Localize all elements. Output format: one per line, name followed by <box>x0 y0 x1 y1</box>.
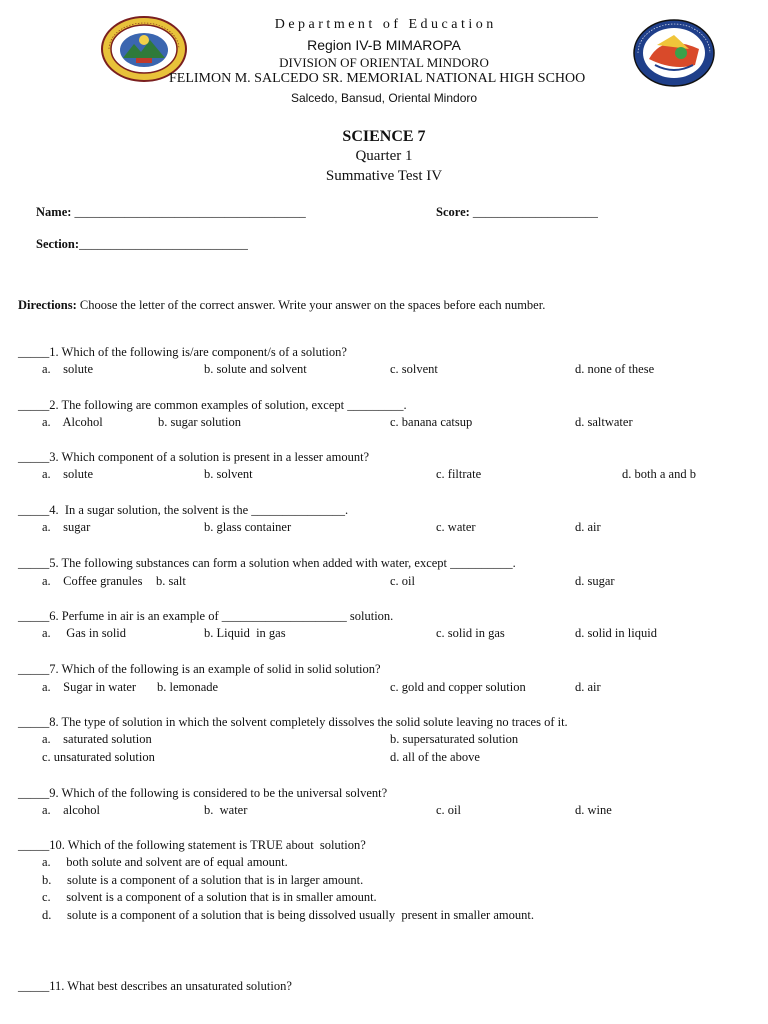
question-6: _____6. Perfume in air is an example of ____________________ solution. <box>18 609 394 623</box>
q1-option-c: c. solvent <box>390 362 438 376</box>
question-1: _____1. Which of the following is/are component/s of a solution? <box>18 345 347 359</box>
region-heading: Region IV-B MIMAROPA <box>307 37 461 53</box>
q6-option-c: c. solid in gas <box>436 626 505 640</box>
q3-option-d: d. both a and b <box>622 467 696 481</box>
q5-option-c: c. oil <box>390 574 415 588</box>
score-label: Score: <box>436 205 470 219</box>
q8-option-b: b. supersaturated solution <box>390 732 519 746</box>
section-label: Section: <box>36 237 80 251</box>
q7-option-d: d. air <box>575 680 601 694</box>
name-field[interactable] <box>36 205 306 220</box>
section-field[interactable] <box>36 237 248 252</box>
division-heading: DIVISION OF ORIENTAL MINDORO <box>279 55 489 70</box>
q7-option-a: a. Sugar in water <box>42 680 137 694</box>
section-line: ___________________________ <box>79 237 248 251</box>
q3-option-c: c. filtrate <box>436 467 482 481</box>
q1-option-a: a. solute <box>42 362 94 376</box>
q7-option-c: c. gold and copper solution <box>390 680 526 694</box>
question-4: _____4. In a sugar solution, the solvent is the _______________. <box>18 503 349 517</box>
q8-option-a: a. saturated solution <box>42 732 152 746</box>
q10-option-b: b. solute is a component of a solution that is in larger amount. <box>42 873 364 887</box>
test-title: Summative Test IV <box>325 168 443 184</box>
subject-title: SCIENCE 7 <box>342 128 426 145</box>
q6-option-a: a. Gas in solid <box>42 626 127 640</box>
q4-option-d: d. air <box>575 520 601 534</box>
directions <box>18 298 545 313</box>
school-heading: FELIMON M. SALCEDO SR. MEMORIAL NATIONAL HIGH SCHOO <box>169 71 586 86</box>
question-8: _____8. The type of solution in which the solvent completely dissolves the solid solute leaving no traces of it. <box>18 715 568 729</box>
q4-option-c: c. water <box>436 520 476 534</box>
score-line: ____________________ <box>472 205 598 219</box>
score-field[interactable] <box>436 205 598 220</box>
question-11: _____11. What best describes an unsaturated solution? <box>18 979 292 993</box>
q6-option-d: d. solid in liquid <box>575 626 657 640</box>
q2-option-d: d. saltwater <box>575 415 633 429</box>
question-5: _____5. The following substances can form a solution when added with water, except __________. <box>18 556 516 570</box>
q10-option-c: c. solvent is a component of a solution that is in smaller amount. <box>42 890 377 904</box>
question-3: _____3. Which component of a solution is present in a lesser amount? <box>18 450 370 464</box>
q4-option-a: a. sugar <box>42 520 91 534</box>
q5-option-b: b. salt <box>156 574 186 588</box>
q2-option-c: c. banana catsup <box>390 415 473 429</box>
q9-option-c: c. oil <box>436 803 461 817</box>
name-line: _____________________________________ <box>74 205 306 219</box>
q9-option-d: d. wine <box>575 803 612 817</box>
address-heading: Salcedo, Bansud, Oriental Mindoro <box>290 91 478 105</box>
quarter-title: Quarter 1 <box>355 148 413 164</box>
q3-option-a: a. solute <box>42 467 94 481</box>
name-label: Name: <box>36 205 72 219</box>
q2-option-b: b. sugar solution <box>158 415 241 429</box>
q10-option-d: d. solute is a component of a solution that is being dissolved usually present in smaller amount. <box>42 908 534 922</box>
question-7: _____7. Which of the following is an example of solid in solid solution? <box>18 662 381 676</box>
directions-text: Choose the letter of the correct answer. Write your answer on the spaces before each number. <box>76 298 546 312</box>
q4-option-b: b. glass container <box>204 520 292 534</box>
q1-option-b: b. solute and solvent <box>204 362 307 376</box>
q7-option-b: b. lemonade <box>157 680 219 694</box>
q5-option-d: d. sugar <box>575 574 615 588</box>
question-9: _____9. Which of the following is considered to be the universal solvent? <box>18 786 388 800</box>
directions-label: Directions: <box>18 298 77 312</box>
q9-option-a: a. alcohol <box>42 803 100 817</box>
q8-option-c: c. unsaturated solution <box>42 750 155 764</box>
q1-option-d: d. none of these <box>575 362 655 376</box>
q2-option-a: a. Alcohol <box>42 415 103 429</box>
q5-option-a: a. Coffee granules <box>42 574 143 588</box>
q9-option-b: b. water <box>204 803 248 817</box>
question-10: _____10. Which of the following statement is TRUE about solution? <box>18 838 366 852</box>
q3-option-b: b. solvent <box>204 467 253 481</box>
q8-option-d: d. all of the above <box>390 750 480 764</box>
question-2: _____2. The following are common examples of solution, except _________. <box>18 398 407 412</box>
department-heading: D e p a r t m e n t o f E d u c a t i o n <box>274 17 494 32</box>
q6-option-b: b. Liquid in gas <box>204 626 286 640</box>
q10-option-a: a. both solute and solvent are of equal amount. <box>42 855 288 869</box>
